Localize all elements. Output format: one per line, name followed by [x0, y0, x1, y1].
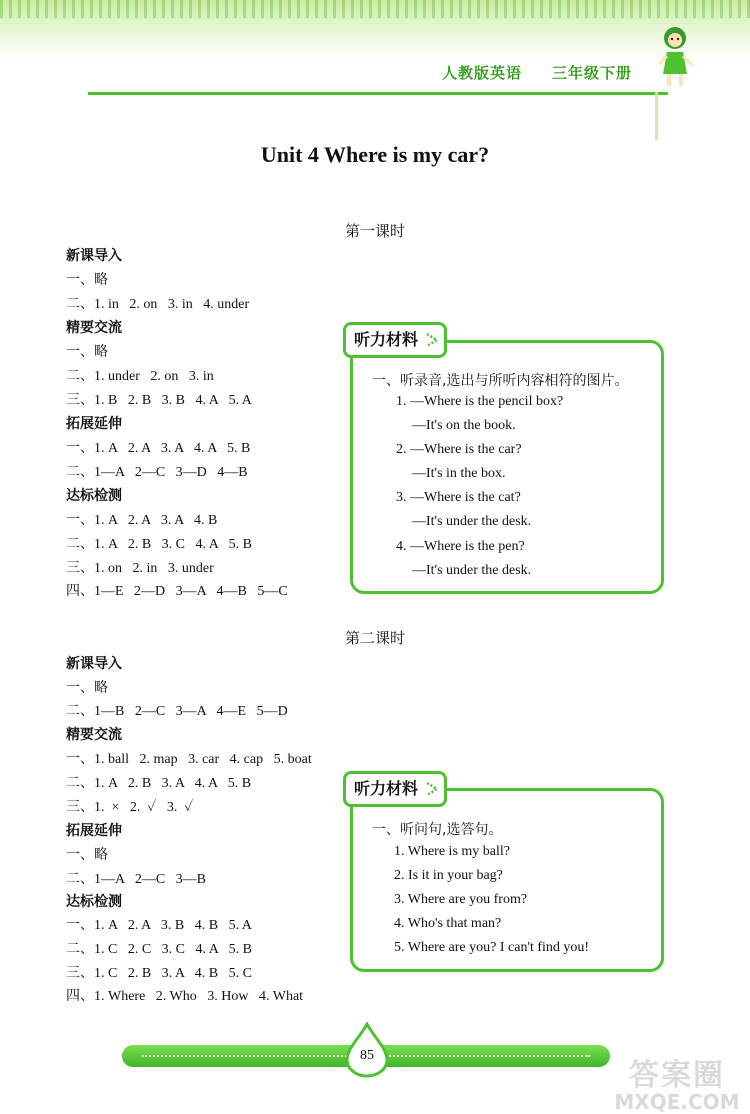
lesson2-section-heading: 精要交流 [66, 727, 122, 743]
lesson2-answer-line: 二、1—B 2—C 3—A 4—E 5—D [66, 704, 288, 719]
lesson1-section-heading: 新课导入 [66, 248, 122, 264]
lesson1-listening-line: 2. —Where is the car? [396, 442, 522, 457]
header-rule [88, 92, 668, 95]
lesson1-listening-label: 听力材料 [354, 330, 419, 349]
page-number: 85 [360, 1048, 374, 1063]
lesson1-title: 第一课时 [344, 222, 405, 240]
lesson2-listening-label: 听力材料 [354, 779, 419, 798]
lesson2-listening-line: 一、听问句,选答句。 [372, 822, 503, 838]
lesson1-listening-line: —It's under the desk. [412, 563, 532, 578]
header-grade: 三年级下册 [552, 64, 633, 82]
lesson2-section-heading: 新课导入 [66, 656, 122, 672]
lesson1-answer-line: 二、1. under 2. on 3. in [66, 369, 214, 384]
lesson2-answer-line: 一、略 [66, 681, 108, 696]
site-watermark [612, 1050, 742, 1114]
mascot-girl-icon [655, 22, 697, 92]
lesson2-listening-line: 5. Where are you? I can't find you! [394, 940, 590, 955]
lesson2-answer-line: 一、略 [66, 848, 108, 863]
lesson2-answer-line: 一、1. ball 2. map 3. car 4. cap 5. boat [66, 752, 312, 767]
lesson2-listening-line: 3. Where are you from? [394, 892, 528, 907]
lesson2-answer-line: 二、1. C 2. C 3. C 4. A 5. B [66, 942, 252, 957]
lesson1-listening-line: 3. —Where is the cat? [396, 490, 521, 505]
lesson1-answer-line: 一、略 [66, 273, 108, 288]
header-series: 人教版英语 [442, 64, 523, 82]
lesson2-section-heading: 达标检测 [66, 894, 122, 910]
lesson2-answer-line: 一、1. A 2. A 3. B 4. B 5. A [66, 918, 252, 933]
lesson2-title: 第二课时 [344, 629, 405, 647]
lesson1-listening-line: —It's in the box. [412, 466, 506, 481]
arrow-right-icon [424, 332, 440, 348]
lesson1-answer-line: 二、1. A 2. B 3. C 4. A 5. B [66, 537, 252, 552]
lesson1-listening-line: —It's on the book. [412, 418, 516, 433]
watermark-en: MXQE.COM [614, 1090, 740, 1114]
header-decoration-band [0, 0, 750, 60]
lesson1-answer-line: 一、1. A 2. A 3. A 4. A 5. B [66, 441, 251, 456]
lesson1-answer-line: 二、1. in 2. on 3. in 4. under [66, 297, 250, 312]
lesson1-answer-line: 二、1—A 2—C 3—D 4—B [66, 465, 248, 480]
lesson1-answer-line: 三、1. on 2. in 3. under [66, 561, 214, 576]
arrow-right-icon [424, 781, 440, 797]
lesson2-answer-line: 三、1. × 2. ✓ 3. ✓ [66, 800, 194, 815]
lesson2-listening-line: 2. Is it in your bag? [394, 868, 503, 883]
unit-title: Unit 4 Where is my car? [260, 142, 490, 167]
watermark-cn: 答案圈 [629, 1058, 725, 1093]
lesson2-answer-line: 三、1. C 2. B 3. A 4. B 5. C [66, 966, 252, 981]
lesson1-listening-line: —It's under the desk. [412, 514, 532, 529]
lesson1-answer-line: 四、1—E 2—D 3—A 4—B 5—C [66, 584, 288, 599]
lesson1-answer-line: 一、1. A 2. A 3. A 4. B [66, 513, 218, 528]
lesson1-section-heading: 达标检测 [66, 488, 122, 504]
lesson2-listening-line: 4. Who's that man? [394, 916, 502, 931]
lesson1-section-heading: 精要交流 [66, 320, 122, 336]
lesson1-listening-line: 4. —Where is the pen? [396, 539, 525, 554]
lesson2-listening-line: 1. Where is my ball? [394, 844, 510, 859]
lesson1-listening-tag [343, 322, 447, 358]
lesson1-listening-line: 1. —Where is the pencil box? [396, 394, 564, 409]
lesson1-listening-line: 一、听录音,选出与所听内容相符的图片。 [372, 373, 629, 389]
lesson2-answer-line: 二、1—A 2—C 3—B [66, 872, 207, 887]
lesson2-section-heading: 拓展延伸 [66, 823, 122, 839]
lesson2-listening-tag [343, 771, 447, 807]
lesson1-answer-line: 一、略 [66, 345, 108, 360]
lesson1-answer-line: 三、1. B 2. B 3. B 4. A 5. A [66, 393, 252, 408]
lesson2-answer-line: 四、1. Where 2. Who 3. How 4. What [66, 989, 304, 1004]
lesson1-section-heading: 拓展延伸 [66, 416, 122, 432]
lesson2-answer-line: 二、1. A 2. B 3. A 4. A 5. B [66, 776, 252, 791]
header-rule-vertical [655, 92, 658, 140]
